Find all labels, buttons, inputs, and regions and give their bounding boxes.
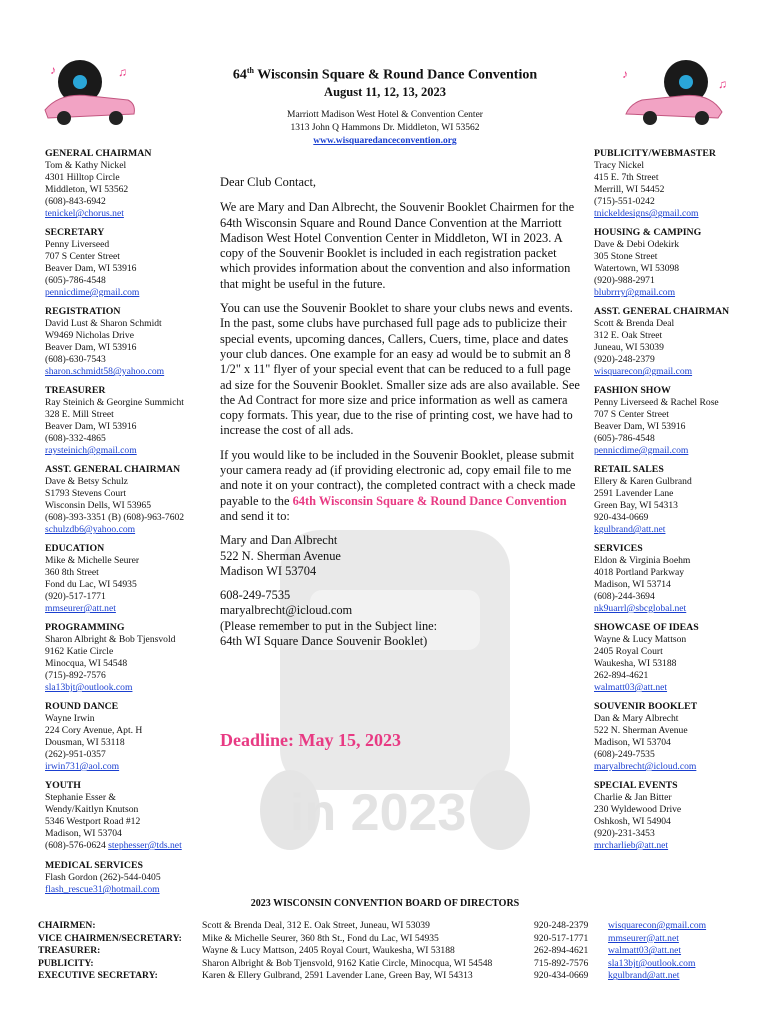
board-role: CHAIRMEN: [38, 920, 96, 931]
committee-block [594, 622, 764, 694]
committee-line: Watertown, WI 53098 [594, 263, 680, 274]
committee-block [594, 385, 764, 457]
board-table [38, 920, 738, 983]
board-phone: 262-894-4621 [534, 945, 589, 957]
committee-block [45, 622, 225, 694]
committee-heading: EDUCATION [45, 543, 105, 554]
committee-email-row [45, 603, 225, 615]
committee-line: (608)-630-7543 [45, 354, 106, 365]
committee-line: 522 N. Sherman Avenue [594, 725, 688, 736]
svg-text:♪: ♪ [622, 67, 628, 81]
committee-line: Charlie & Jan Bitter [594, 792, 672, 803]
committee-heading: ASST. GENERAL CHAIRMAN [594, 306, 730, 317]
committee-line: Tom & Kathy Nickel [45, 160, 127, 171]
committee-line: (715)-551-0242 [594, 196, 655, 207]
committee-line: Wayne & Lucy Mattson [594, 634, 687, 645]
committee-line: (920)-231-3453 [594, 828, 655, 839]
board-role: VICE CHAIRMEN/SECRETARY: [38, 932, 182, 944]
svg-text:♪: ♪ [50, 63, 56, 77]
committee-heading: TREASURER [45, 385, 106, 396]
committee-line: 2591 Lavender Lane [594, 488, 674, 499]
board-info: Scott & Brenda Deal, 312 E. Oak Street, Juneau, WI 53039 [202, 920, 430, 931]
committee-line: 360 8th Street [45, 567, 99, 578]
board-row [38, 920, 738, 933]
committee-block [594, 464, 764, 536]
committee-heading: SPECIAL EVENTS [594, 780, 678, 791]
committee-line: Middleton, WI 53562 [45, 184, 129, 195]
committee-email-row [594, 603, 764, 615]
committee-email-link[interactable]: irwin731@aol.com [45, 761, 120, 772]
committee-heading: SECRETARY [45, 227, 105, 238]
committee-block [45, 227, 225, 299]
committee-block [45, 860, 225, 896]
letter-greeting: Dear Club Contact, [220, 175, 317, 189]
venue-address: 1313 John Q Hammons Dr. Middleton, WI 53562 [290, 123, 480, 133]
board-role: TREASURER: [38, 945, 101, 957]
contact-line: maryalbrecht@icloud.com [220, 603, 353, 618]
committee-email-row [594, 761, 764, 773]
committee-line: (605)-786-4548 [45, 275, 106, 286]
committee-line: Dousman, WI 53118 [45, 737, 125, 748]
address-line: 522 N. Sherman Avenue [220, 548, 341, 563]
committee-email-row [594, 840, 764, 852]
committee-email-row [45, 208, 225, 220]
committee-block [45, 464, 225, 536]
committee-email-row [45, 445, 225, 457]
contact-line: 64th WI Square Dance Souvenir Booklet) [220, 634, 428, 649]
committee-line: 4301 Hilltop Circle [45, 172, 120, 183]
committee-email-row [45, 884, 225, 896]
committee-line: (262)-951-0357 [45, 749, 106, 760]
committee-heading: SOUVENIR BOOKLET [594, 701, 698, 712]
committee-heading: HOUSING & CAMPING [594, 227, 702, 238]
committee-block [45, 385, 225, 457]
committee-line: 312 E. Oak Street [594, 330, 663, 341]
committee-email-link[interactable]: maryalbrecht@icloud.com [594, 761, 697, 772]
committee-block [594, 306, 764, 378]
letter-paragraph-1: We are Mary and Dan Albrecht, the Souvenir Booklet Chairmen for the 64th Wisconsin Square and Round Dance Convention at the Marriott Madison West Hotel Convention Center in Middleton, WI in 2023. A copy of the Souvenir Booklet is included in each registration packet which provides information about the convention and also information that might be useful in the future. [220, 200, 575, 291]
committee-line: 230 Wyldewood Drive [594, 804, 682, 815]
committee-line: Dan & Mary Albrecht [594, 713, 679, 724]
committee-line: Ray Steinich & Georgine Summicht [45, 397, 184, 408]
board-email-link[interactable]: sla13bjt@outlook.com [608, 957, 696, 969]
committee-line: Ellery & Karen Gulbrand [594, 476, 692, 487]
convention-date: August 11, 12, 13, 2023 [324, 85, 446, 99]
committee-line: Oshkosh, WI 54904 [594, 816, 671, 827]
committee-line: (920)-248-2379 [594, 354, 655, 365]
committee-line: (608)-332-4865 [45, 433, 106, 444]
committee-block [45, 543, 225, 615]
svg-text:♫: ♫ [118, 65, 127, 79]
board-phone: 715-892-7576 [534, 957, 589, 969]
committee-email-link[interactable]: walmatt03@att.net [594, 682, 668, 693]
committee-line: Fond du Lac, WI 54935 [45, 579, 137, 590]
committee-line: Beaver Dam, WI 53916 [594, 421, 686, 432]
committee-line: Beaver Dam, WI 53916 [45, 263, 137, 274]
committee-line: (608)-244-3694 [594, 591, 655, 602]
committee-line: Scott & Brenda Deal [594, 318, 675, 329]
committee-email-link[interactable]: schulzdb6@yahoo.com [45, 524, 136, 535]
committee-line: Beaver Dam, WI 53916 [45, 342, 137, 353]
contact-line: 608-249-7535 [220, 588, 291, 603]
committee-line: Merrill, WI 54452 [594, 184, 665, 195]
committee-heading: YOUTH [45, 780, 81, 791]
letter-paragraph-2: You can use the Souvenir Booklet to share your clubs news and events. In the past, some clubs have purchased full page ads to publicize their special events, upcoming dances, Callers, Cuers, time, place and dates your club dances. One example for an easy ad would be to submit an 8 1/2" x 11" flyer of your special event that can be reduced to a full page ad size for the Souvenir Booklet. Smaller size ads are also available. See the Ad Contract for more size and price information as well as camera copy formats. This year, due to the rise of printing cost, we have had to increase the cost of all ads. [220, 301, 580, 438]
committee-line: Penny Liverseed & Rachel Rose [594, 397, 719, 408]
committee-line: 224 Cory Avenue, Apt. H [45, 725, 143, 736]
committee-heading: GENERAL CHAIRMAN [45, 148, 152, 159]
committee-heading: SHOWCASE OF IDEAS [594, 622, 699, 633]
board-info: Mike & Michelle Seurer, 360 8th St., Fond du Lac, WI 54935 [202, 932, 439, 944]
committee-block [594, 227, 764, 299]
committee-line: Dave & Debi Odekirk [594, 239, 679, 250]
website-link[interactable]: www.wisquaredanceconvention.org [313, 136, 457, 146]
committee-email-link[interactable]: sla13bjt@outlook.com [45, 682, 133, 693]
committee-email-link[interactable]: pennicdime@gmail.com [594, 445, 689, 456]
committee-line: Minocqua, WI 54548 [45, 658, 128, 669]
committee-heading: FASHION SHOW [594, 385, 671, 396]
mailing-address [220, 533, 580, 579]
committee-line: Waukesha, WI 53188 [594, 658, 677, 669]
committee-block [45, 780, 225, 852]
contact-info [220, 588, 580, 649]
committee-block [594, 780, 764, 852]
committee-email-link[interactable]: tnickeldesigns@gmail.com [594, 208, 699, 219]
committee-line: Wayne Irwin [45, 713, 95, 724]
committee-line: Stephanie Esser & [45, 792, 116, 803]
committee-email-row [594, 524, 764, 536]
committee-email-row [594, 445, 764, 457]
committee-line: (605)-786-4548 [594, 433, 655, 444]
deadline-notice: Deadline: May 15, 2023 [220, 730, 401, 750]
committee-email-link[interactable]: mmseurer@att.net [45, 603, 116, 614]
committee-email-row [45, 366, 225, 378]
committee-line: 9162 Katie Circle [45, 646, 114, 657]
committee-line: (608)-249-7535 [594, 749, 655, 760]
committee-line: Mike & Michelle Seurer [45, 555, 140, 566]
committee-line: (920)-517-1771 [45, 591, 106, 602]
committee-email-link[interactable]: kgulbrand@att.net [594, 524, 666, 535]
committee-line: 2405 Royal Court [594, 646, 663, 657]
committee-heading: PUBLICITY/WEBMASTER [594, 148, 716, 159]
committee-line: 328 E. Mill Street [45, 409, 114, 420]
committee-line: (608)-843-6942 [45, 196, 106, 207]
committee-block [594, 701, 764, 773]
board-title: 2023 WISCONSIN CONVENTION BOARD OF DIRECTORS [250, 898, 520, 909]
letter-paragraph-3: If you would like to be included in the Souvenir Booklet, please submit your camera ready ad (if providing electronic ad, copy email file to me and note it on your contract), the completed contract with a check made payable to the 64th Wisconsin Square & Round Dance Convention and send it to: [220, 447, 576, 523]
board-row [38, 945, 738, 958]
committee-line: S1793 Stevens Court [45, 488, 127, 499]
committee-email-row [45, 287, 225, 299]
board-info: Sharon Albright & Bob Tjensvold, 9162 Katie Circle, Minocqua, WI 54548 [202, 957, 493, 969]
committee-line: Flash Gordon (262)-544-0405 [45, 872, 161, 883]
committee-email-link[interactable]: mrcharlieb@att.net [594, 840, 669, 851]
svg-text:in 2023: in 2023 [290, 784, 467, 842]
committee-email-row [45, 840, 225, 852]
committee-email-link[interactable]: pennicdime@gmail.com [45, 287, 140, 298]
board-email-link[interactable]: wisquarecon@gmail.com [608, 920, 707, 931]
committee-email-link[interactable]: wisquarecon@gmail.com [594, 366, 693, 377]
committee-line: Penny Liverseed [45, 239, 110, 250]
committee-email-link[interactable]: sharon.schmidt58@yahoo.com [45, 366, 165, 377]
committee-line: 707 S Center Street [45, 251, 120, 262]
board-phone: 920-517-1771 [534, 932, 589, 944]
committee-phone: (608)-576-0624 [45, 840, 109, 851]
committee-line: Juneau, WI 53039 [594, 342, 664, 353]
board-email-link[interactable]: kgulbrand@att.net [608, 970, 680, 982]
payable-to-name: 64th Wisconsin Square & Round Dance Convention [292, 493, 567, 508]
committee-email-row [594, 366, 764, 378]
committee-email-link[interactable]: stephesser@tds.net [108, 840, 182, 851]
committee-email-link[interactable]: tenickel@chorus.net [45, 208, 124, 219]
committee-line: 305 Stone Street [594, 251, 658, 262]
committee-heading: ROUND DANCE [45, 701, 119, 712]
committee-email-row [45, 682, 225, 694]
letter-body [220, 175, 580, 649]
right-committee-list [594, 148, 764, 859]
committee-block [45, 148, 225, 220]
board-row [38, 933, 738, 946]
committee-email-link[interactable]: blubrrry@gmail.com [594, 287, 676, 298]
committee-line: 4018 Portland Parkway [594, 567, 685, 578]
board-row [38, 970, 738, 983]
committee-line: (920)-988-2971 [594, 275, 655, 286]
committee-heading: SERVICES [594, 543, 643, 554]
board-role: EXECUTIVE SECRETARY: [38, 970, 158, 982]
address-line: Mary and Dan Albrecht [220, 533, 338, 548]
address-line: Madison WI 53704 [220, 563, 317, 578]
committee-line: Dave & Betsy Schulz [45, 476, 128, 487]
committee-email-link[interactable]: flash_rescue31@hotmail.com [45, 884, 160, 895]
board-phone: 920-434-0669 [534, 970, 589, 982]
committee-line: Madison, WI 53704 [594, 737, 671, 748]
committee-heading: PROGRAMMING [45, 622, 125, 633]
contact-line: (Please remember to put in the Subject line: [220, 618, 438, 633]
committee-email-row [594, 208, 764, 220]
committee-line: Wisconsin Dells, WI 53965 [45, 500, 152, 511]
committee-email-link[interactable]: raysteinich@gmail.com [45, 445, 137, 456]
committee-line: Beaver Dam, WI 53916 [45, 421, 137, 432]
committee-line: W9469 Nicholas Drive [45, 330, 134, 341]
left-committee-list [45, 148, 225, 903]
committee-line: (715)-892-7576 [45, 670, 106, 681]
committee-block [594, 148, 764, 220]
committee-line: Madison, WI 53714 [594, 579, 671, 590]
committee-email-row [594, 682, 764, 694]
committee-line: 5346 Westport Road #12 [45, 816, 141, 827]
committee-heading: MEDICAL SERVICES [45, 860, 143, 871]
committee-line: 262-894-4621 [594, 670, 649, 681]
board-row [38, 958, 738, 971]
committee-heading: RETAIL SALES [594, 464, 664, 475]
committee-block [594, 543, 764, 615]
committee-line: Madison, WI 53704 [45, 828, 122, 839]
committee-line: (608)-393-3351 (B) (608)-963-7602 [45, 512, 185, 523]
board-info: Wayne & Lucy Mattson, 2405 Royal Court, Waukesha, WI 53188 [202, 945, 455, 957]
committee-block [45, 306, 225, 378]
committee-email-row [594, 287, 764, 299]
board-phone: 920-248-2379 [534, 920, 589, 931]
board-email-link[interactable]: mmseurer@att.net [608, 932, 679, 944]
convention-title: 64th Wisconsin Square & Round Dance Convention [232, 66, 538, 83]
board-info: Karen & Ellery Gulbrand, 2591 Lavender Lane, Green Bay, WI 54313 [202, 970, 473, 982]
committee-line: Tracy Nickel [594, 160, 645, 171]
committee-line: Eldon & Virginia Boehm [594, 555, 691, 566]
board-email-link[interactable]: walmatt03@att.net [608, 945, 682, 957]
committee-heading: ASST. GENERAL CHAIRMAN [45, 464, 181, 475]
committee-block [45, 701, 225, 773]
committee-email-row [45, 524, 225, 536]
committee-line: Green Bay, WI 54313 [594, 500, 678, 511]
committee-line: Wendy/Kaitlyn Knutson [45, 804, 139, 815]
svg-text:♫: ♫ [718, 77, 727, 91]
venue-name: Marriott Madison West Hotel & Convention Center [287, 110, 483, 120]
committee-email-row [45, 761, 225, 773]
board-role: PUBLICITY: [38, 957, 94, 969]
committee-line: David Lust & Sharon Schmidt [45, 318, 162, 329]
committee-line: Sharon Albright & Bob Tjensvold [45, 634, 176, 645]
committee-line: 707 S Center Street [594, 409, 669, 420]
committee-heading: REGISTRATION [45, 306, 121, 317]
committee-line: 920-434-0669 [594, 512, 649, 523]
committee-email-link[interactable]: nk9uarrl@sbcglobal.net [594, 603, 687, 614]
committee-line: 415 E. 7th Street [594, 172, 659, 183]
